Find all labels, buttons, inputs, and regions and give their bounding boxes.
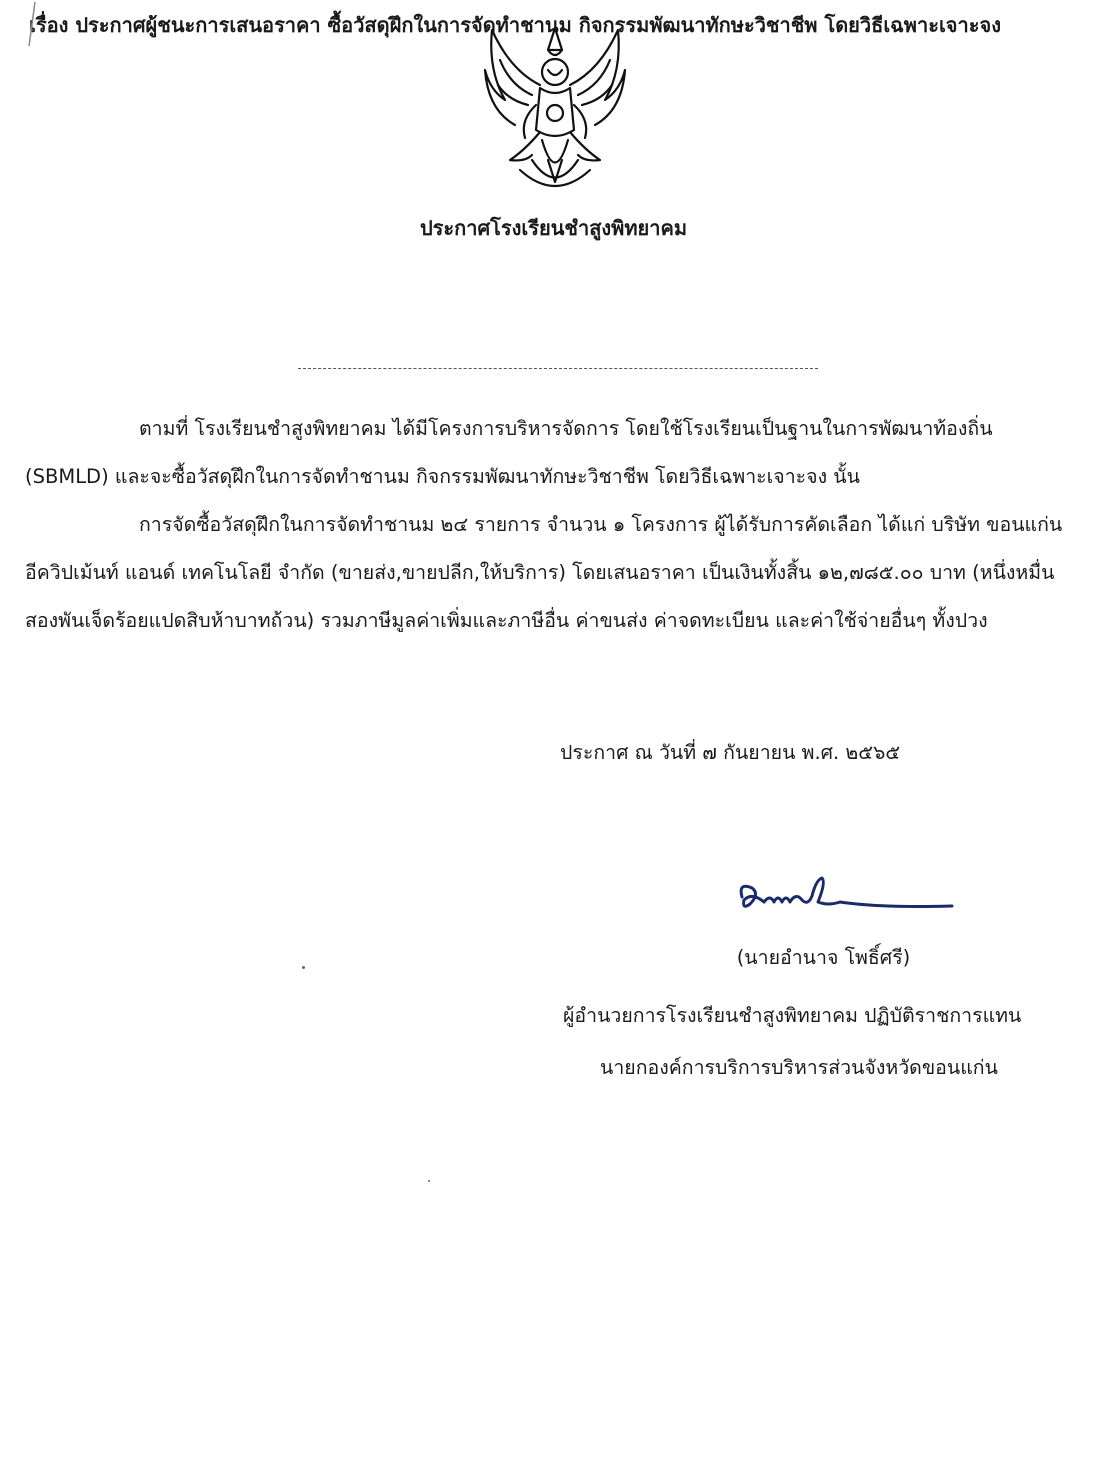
divider-line xyxy=(298,368,818,369)
announcement-subject: เรื่อง ประกาศผู้ชนะการเสนอราคา ซื้อวัสดุฝึกในการจัดทำชานม กิจกรรมพัฒนาทักษะวิชาชีพ โดยวิธีเฉพาะเจาะจง xyxy=(29,13,1001,37)
announcement-body xyxy=(25,405,1065,645)
paragraph-2-text: การจัดซื้อวัสดุฝึกในการจัดทำชานม ๒๔ รายการ จำนวน ๑ โครงการ ผู้ได้รับการคัดเลือก ได้แก่ บริษัท ขอนแก่น อีควิปเม้นท์ แอนด์ เทคโนโลยี จำกัด (ขายส่ง,ขายปลีก,ให้บริการ) โดยเสนอราคา เป็นเงินทั้งสิ้น ๑๒,๗๘๕.๐๐ บาท (หนึ่งหมื่นสองพันเจ็ดร้อยแปดสิบห้าบาทถ้วน) รวมภาษีมูลค่าเพิ่มและภาษีอื่น ค่าขนส่ง ค่าจดทะเบียน และค่าใช้จ่ายอื่นๆ ทั้งปวง xyxy=(25,513,1063,632)
announcement-title: ประกาศโรงเรียนชำสูงพิทยาคม xyxy=(419,216,688,240)
body-paragraph-2 xyxy=(25,501,1065,645)
garuda-emblem-icon xyxy=(470,10,640,200)
paragraph-1-text: ตามที่ โรงเรียนชำสูงพิทยาคม ได้มีโครงการบริหารจัดการ โดยใช้โรงเรียนเป็นฐานในการพัฒนาท้องถิ่น (SBMLD) และจะซื้อวัสดุฝึกในการจัดทำชานม กิจกรรมพัฒนาทักษะวิชาชีพ โดยวิธีเฉพาะเจาะจง นั้น xyxy=(25,417,993,488)
handwritten-signature xyxy=(730,872,960,922)
scan-mark-icon xyxy=(25,0,39,50)
scan-speck xyxy=(302,966,305,969)
signer-name: (นายอำนาจ โพธิ์ศรี) xyxy=(736,946,911,969)
scan-speck xyxy=(428,1180,430,1182)
signer-position-line-1: ผู้อำนวยการโรงเรียนชำสูงพิทยาคม ปฏิบัติราชการแทน xyxy=(563,1004,1022,1027)
signer-position-line-2: นายกองค์การบริการบริหารส่วนจังหวัดขอนแก่น xyxy=(600,1056,998,1079)
announcement-date: ประกาศ ณ วันที่ ๗ กันยายน พ.ศ. ๒๕๖๕ xyxy=(560,741,901,764)
body-paragraph-1 xyxy=(25,405,1065,501)
